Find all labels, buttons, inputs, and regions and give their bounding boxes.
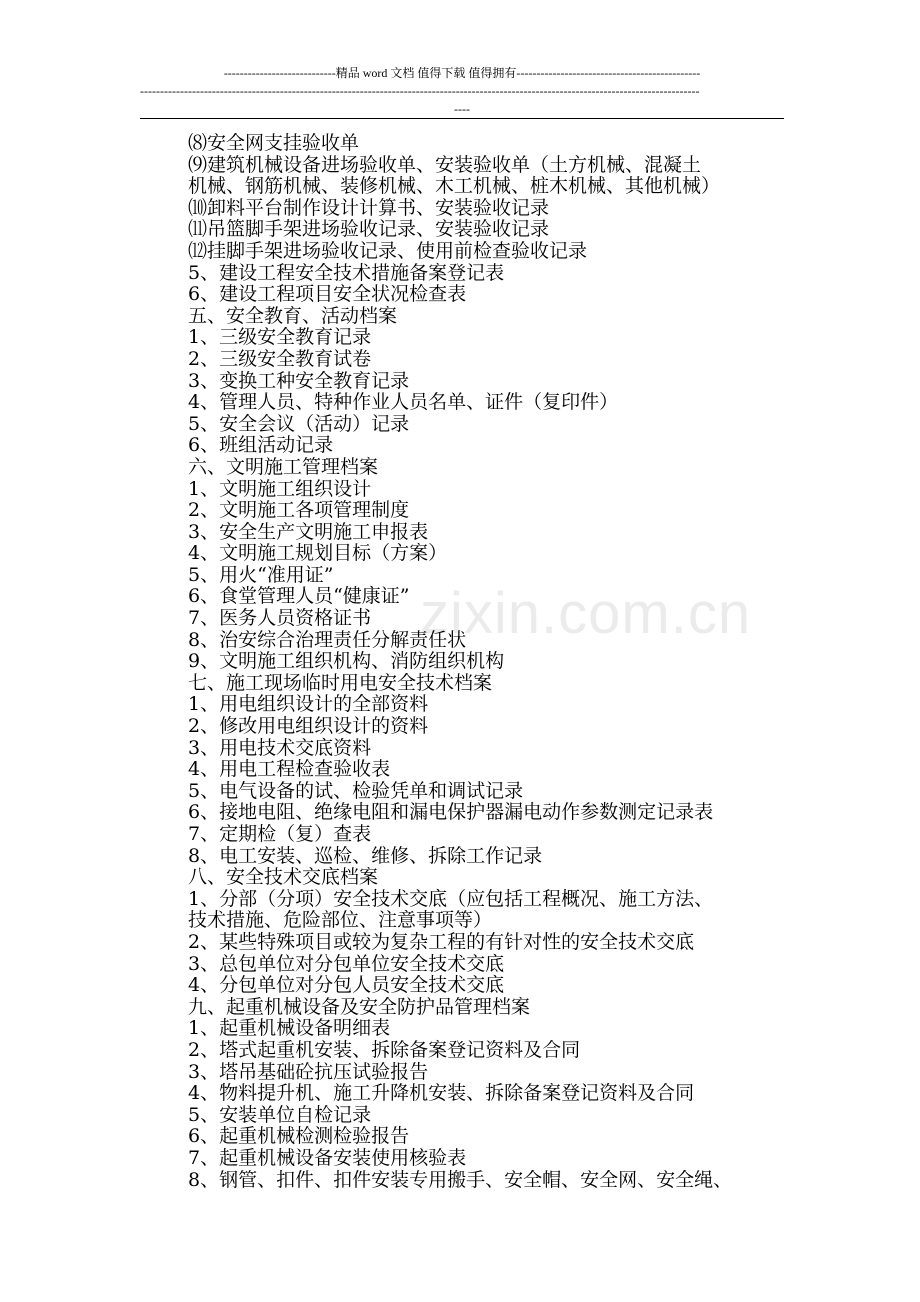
text-line: 3、用电技术交底资料 [188, 736, 372, 759]
page-header [140, 64, 784, 118]
text-line: 3、塔吊基础砼抗压试验报告 [188, 1060, 429, 1083]
text-line: 6、食堂管理人员“健康证” [188, 585, 410, 608]
text-line: 5、安全会议（活动）记录 [188, 412, 410, 435]
watermark: zixin.com.cn [420, 581, 752, 646]
text-line: 5、安装单位自检记录 [188, 1103, 372, 1126]
text-line: ⑼建筑机械设备进场验收单、安装验收单（土方机械、混凝土 [188, 153, 702, 176]
text-line: 2、塔式起重机安装、拆除备案登记资料及合同 [188, 1038, 581, 1061]
text-line: 1、文明施工组织设计 [188, 477, 372, 500]
section-heading: 九、起重机械设备及安全防护品管理档案 [188, 995, 531, 1018]
text-line: 3、安全生产文明施工申报表 [188, 520, 429, 543]
header-line-3: ---- [454, 102, 470, 116]
text-line: 机械、钢筋机械、装修机械、木工机械、桩木机械、其他机械） [188, 175, 721, 198]
section-heading: 七、施工现场临时用电安全技术档案 [188, 671, 493, 694]
text-line: 6、起重机械检测检验报告 [188, 1125, 410, 1148]
text-line: 5、建设工程安全技术措施备案登记表 [188, 261, 505, 284]
text-line: 7、起重机械设备安装使用核验表 [188, 1146, 467, 1169]
text-line: 4、分包单位对分包人员安全技术交底 [188, 974, 505, 997]
text-line: 1、起重机械设备明细表 [188, 1017, 391, 1040]
text-line: 技术措施、危险部位、注意事项等） [188, 909, 493, 932]
text-line: 7、医务人员资格证书 [188, 607, 372, 630]
text-line: 2、三级安全教育试卷 [188, 347, 372, 370]
text-line: 8、钢管、扣件、扣件安装专用搬手、安全帽、安全网、安全绳、 [188, 1168, 733, 1191]
text-line: 1、用电组织设计的全部资料 [188, 693, 429, 716]
section-heading: 五、安全教育、活动档案 [188, 304, 398, 327]
text-line: 2、修改用电组织设计的资料 [188, 715, 429, 738]
text-line: 4、管理人员、特种作业人员名单、证件（复印件） [188, 391, 619, 414]
document-body [188, 133, 788, 1191]
section-heading: 六、文明施工管理档案 [188, 455, 379, 478]
text-line: 8、治安综合治理责任分解责任状 [188, 628, 467, 651]
text-line: 4、文明施工规划目标（方案） [188, 542, 448, 565]
text-line: 3、总包单位对分包单位安全技术交底 [188, 952, 505, 975]
text-line: ⑾吊篮脚手架进场验收记录、安装验收记录 [188, 218, 550, 241]
text-line: 5、电气设备的试、检验凭单和调试记录 [188, 779, 524, 802]
text-line: 1、三级安全教育记录 [188, 326, 372, 349]
header-rule [140, 118, 784, 119]
text-line: 8、电工安装、巡检、维修、拆除工作记录 [188, 844, 543, 867]
section-heading: 八、安全技术交底档案 [188, 866, 379, 889]
text-line: 6、建设工程项目安全状况检查表 [188, 283, 467, 306]
text-line: 6、班组活动记录 [188, 434, 334, 457]
text-line: 2、某些特殊项目或较为复杂工程的有针对性的安全技术交底 [188, 930, 695, 953]
text-line: ⑿挂脚手架进场验收记录、使用前检查验收记录 [188, 239, 588, 262]
text-line: 3、变换工种安全教育记录 [188, 369, 410, 392]
header-line-2: -------------------------------------------------------------------------------------------------------------------------------------------- [140, 84, 700, 98]
text-line: 5、用火“准用证” [188, 563, 334, 586]
text-line: 4、用电工程检查验收表 [188, 758, 391, 781]
text-line: 9、文明施工组织机构、消防组织机构 [188, 650, 505, 673]
text-line: 4、物料提升机、施工升降机安装、拆除备案登记资料及合同 [188, 1082, 695, 1105]
header-line-1: ----------------------------精品 word 文档 值得下载 值得拥有---------------------------------------------- [223, 66, 701, 80]
text-line: 2、文明施工各项管理制度 [188, 499, 410, 522]
text-line: 6、接地电阻、绝缘电阻和漏电保护器漏电动作参数测定记录表 [188, 801, 714, 824]
text-line: ⑻安全网支挂验收单 [188, 132, 360, 154]
text-line: 1、分部（分项）安全技术交底（应包括工程概况、施工方法、 [188, 887, 714, 910]
text-line: ⑽卸料平台制作设计计算书、安装验收记录 [188, 196, 550, 219]
text-line: 7、定期检（复）查表 [188, 823, 372, 845]
